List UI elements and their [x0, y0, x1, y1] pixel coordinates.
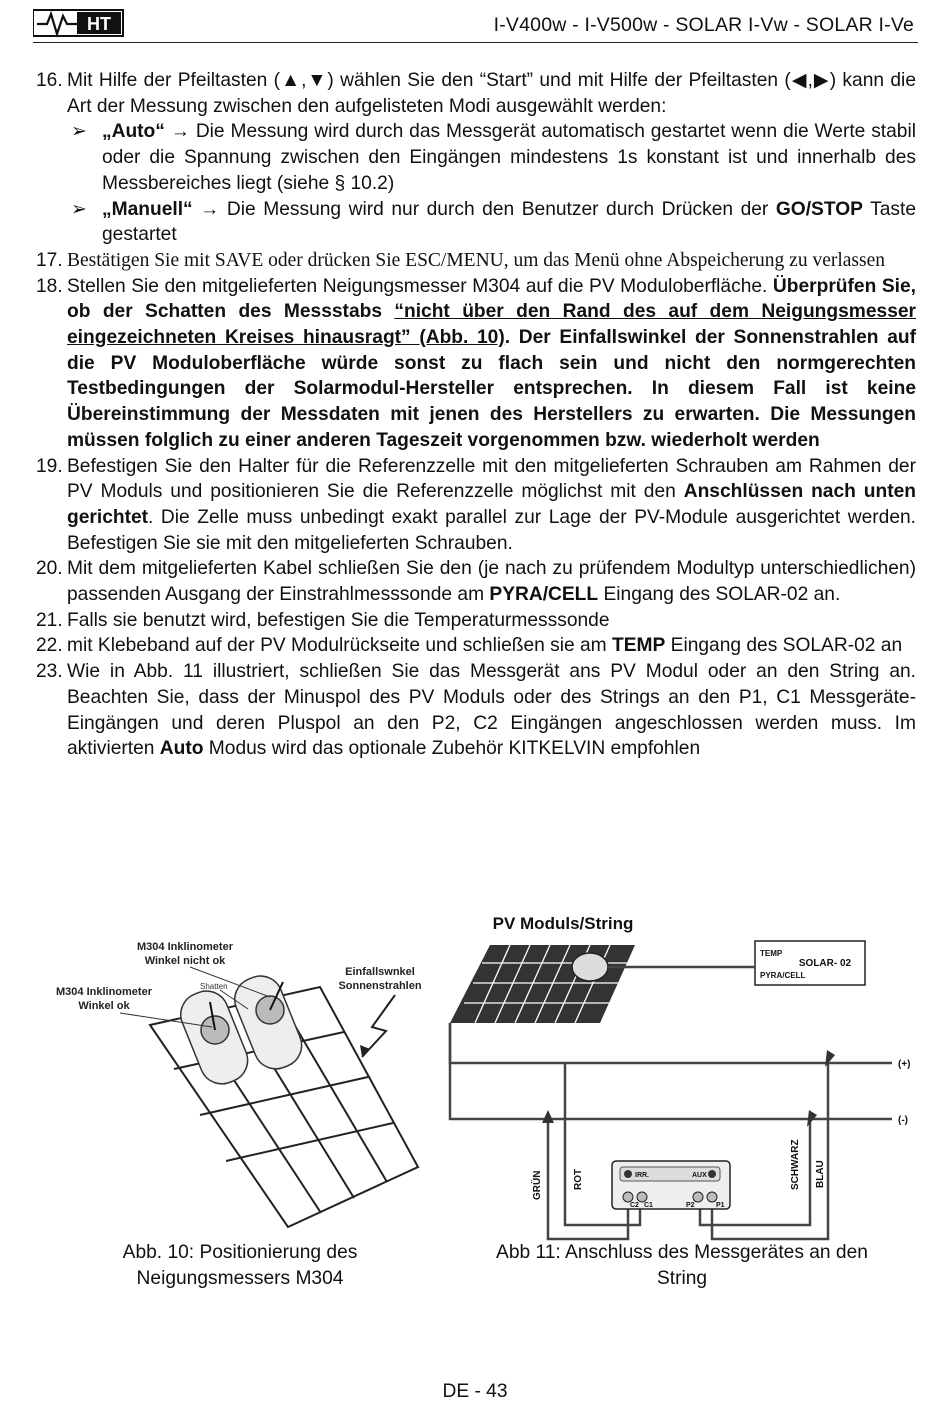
step-number: 20.: [36, 558, 63, 580]
minus-line: [450, 1023, 892, 1119]
step-number: 19.: [36, 455, 63, 477]
warning-text: . Der Einfallswinkel der Sonnenstrahlen auf die PV Moduloberfläche würde sonst zu flach sein und nicht den normgerechten Testbedingungen der Solarmodul-Hersteller entsprechen. In diesem Fall ist keine Übereinstimmung der Messdaten mit jenen des Herstellers zu erwarten. Die Messungen müssen folglich zu einer anderen Tageszeit vorgenommen bzw. wiederholt werden: [67, 327, 916, 451]
wiring-title: PV Moduls/String: [492, 914, 634, 933]
plus-label: (+): [898, 1059, 911, 1070]
caption-line: Abb 11: Anschluss des Messgerätes an den: [496, 1242, 868, 1263]
label-shadow: Shatten: [200, 982, 228, 991]
caption-fig10: [60, 1240, 420, 1291]
mode-label: „Auto“: [102, 121, 165, 143]
figure-inclinometer: [50, 935, 430, 1235]
label-not-ok-2: Winkel nicht ok: [144, 955, 226, 967]
wire-label-schwarz: SCHWARZ: [790, 1139, 801, 1190]
step-text: Stellen Sie den mitgelieferten Neigungsmesser M304 auf die PV Moduloberfläche.: [67, 275, 768, 297]
key-name: GO/STOP: [775, 198, 863, 220]
caption-line: String: [656, 1267, 708, 1289]
step-number: 18.: [36, 275, 63, 297]
step-text: Befestigen Sie den Halter für die Referenzzelle mit den mitgelieferten Schrauben am Rahmen der PV Moduls und positionieren Sie die Referenzzelle möglichst mit den: [67, 455, 916, 503]
input-name: PYRA/CELL: [489, 584, 599, 606]
step-20: [36, 556, 916, 607]
input-name: TEMP: [612, 635, 666, 657]
wire-label-rot: ROT: [573, 1168, 584, 1190]
step-text: Mit dem mitgelieferten Kabel schließen Sie den (je nach zu prüfendem Modultyp unterschiedlichen) passenden Ausgang der Einstrahlmesssonde am: [67, 558, 916, 606]
p1-label: P1: [716, 1202, 725, 1209]
step-text: mit Klebeband auf der PV Modulrückseite und schließen sie am: [67, 635, 612, 657]
step-number: 16.: [36, 70, 63, 91]
page-number: DE - 43: [442, 1381, 508, 1402]
caption-fig11: [452, 1240, 912, 1291]
c1-label: C1: [644, 1202, 653, 1209]
step-number: 22.: [36, 635, 63, 657]
label-ok-2: Winkel ok: [78, 1000, 130, 1012]
step-number: 21.: [36, 609, 63, 631]
caption-line: Neigungsmessers M304: [136, 1267, 344, 1289]
solar02-pyra: PYRA/CELL: [760, 971, 806, 980]
mode-name: Auto: [159, 738, 204, 760]
arrow-bullet-icon: ➢: [71, 198, 88, 220]
step-18: [36, 274, 916, 454]
p2-label: P2: [686, 1202, 695, 1209]
wire-label-gruen: GRÜN: [532, 1170, 543, 1200]
pv-panel: [450, 945, 635, 1023]
figure-wiring: [430, 905, 920, 1245]
aux-label: AUX: [692, 1172, 707, 1179]
probe-tip-icon: [825, 1050, 835, 1067]
step-22: [36, 633, 916, 659]
emphasis: Anschlüssen nach unten gerichtet: [67, 481, 917, 528]
plus-line: [450, 1023, 892, 1063]
step-text: Eingang des SOLAR-02 an: [665, 635, 903, 657]
header-divider: [33, 42, 918, 43]
minus-label: (-): [898, 1115, 908, 1126]
warning-underlined: “nicht über den Rand des auf dem Neigungsmesser eingezeichneten Kreises hinausragt” (Abb. 10): [67, 301, 917, 349]
irr-socket-icon: [624, 1170, 632, 1178]
step-16: [36, 68, 916, 119]
mode-text-tail: Taste gestartet: [102, 198, 917, 246]
step-text: , um das Menü ohne Abspeicherung zu verlassen: [503, 249, 886, 271]
step-text: Bestätigen Sie mit: [67, 249, 215, 271]
step-19: [36, 454, 916, 557]
aux-socket-icon: [708, 1170, 716, 1178]
step-23: [36, 659, 916, 762]
label-sun-1: Einfallswnkel: [345, 966, 415, 978]
header-title: I-V400w - I-V500w - SOLAR I-Vw - SOLAR I-Ve: [493, 14, 914, 36]
step-21: [36, 608, 916, 634]
probe-tip-icon: [542, 1110, 554, 1123]
label-ok-1: M304 Inklinometer: [56, 986, 152, 998]
step-number: 23.: [36, 661, 63, 683]
step-17: [36, 248, 916, 274]
step-text: Mit Hilfe der Pfeiltasten (▲,▼) wählen Sie den “Start” und mit Hilfe der Pfeiltasten (◀,▶) kann die Art der Messung zwischen den aufgelisteten Modi ausgewählt werden:: [67, 70, 916, 117]
caption-line: Abb. 10: Positionierung des: [122, 1242, 358, 1263]
mode-label: „Manuell“: [102, 198, 193, 220]
step-text: Wie in Abb. 11 illustriert, schließen Sie das Messgerät ans PV Modul oder an den String an. Beachten Sie, dass der Minuspol des PV Moduls oder des Strings an den P1, C1 Messgeräte-Eingängen und deren Pluspol an den P2, C2 Eingängen angeschlossen werden muss. Im aktivierten: [67, 661, 916, 760]
logo-text: HT: [87, 14, 111, 34]
mode-text: → Die Messung wird durch das Messgerät automatisch gestartet wenn die Werte stabil oder die Spannung zwischen den Eingängen mindestens 1s konstant ist und innerhalb des Messbereiches liegt (siehe § 10.2): [102, 121, 916, 194]
sun-ray-icon: [362, 995, 395, 1057]
step-text: oder drücken Sie: [263, 249, 406, 271]
arrow-bullet-icon: ➢: [71, 121, 88, 143]
warning-text: Überprüfen Sie, ob der Schatten des Messstabs: [67, 275, 916, 323]
label-not-ok-1: M304 Inklinometer: [137, 941, 233, 953]
step-text: Eingang des SOLAR-02 an.: [598, 584, 841, 606]
irr-label: IRR.: [635, 1172, 649, 1179]
key-name: SAVE: [214, 249, 264, 271]
mode-text: → Die Messung wird nur durch den Benutzer durch Drücken der: [192, 198, 776, 220]
instructions: [36, 68, 916, 762]
step-number: 17.: [36, 249, 63, 271]
label-sun-2: Sonnenstrahlen: [338, 980, 422, 992]
ht-logo: [33, 8, 125, 38]
wire-label-blau: BLAU: [815, 1160, 826, 1188]
step-text: Modus wird das optionale Zubehör KITKELVIN empfohlen: [203, 738, 701, 760]
solar02-name: SOLAR- 02: [798, 958, 852, 969]
reference-cell: [572, 953, 608, 981]
instrument: [612, 1161, 730, 1209]
c2-label: C2: [630, 1202, 639, 1209]
solar02-temp: TEMP: [760, 949, 783, 958]
step-text: Falls sie benutzt wird, befestigen Sie die Temperaturmesssonde: [67, 609, 610, 631]
step-text: . Die Zelle muss unbedingt exakt parallel zur Lage der PV-Module ausgerichtet werden. Befestigen Sie sie mit den mitgelieferten Schrauben.: [67, 506, 916, 554]
mode-auto: [36, 119, 916, 196]
mode-manual: [36, 197, 916, 248]
key-name: ESC/MENU: [405, 249, 504, 271]
